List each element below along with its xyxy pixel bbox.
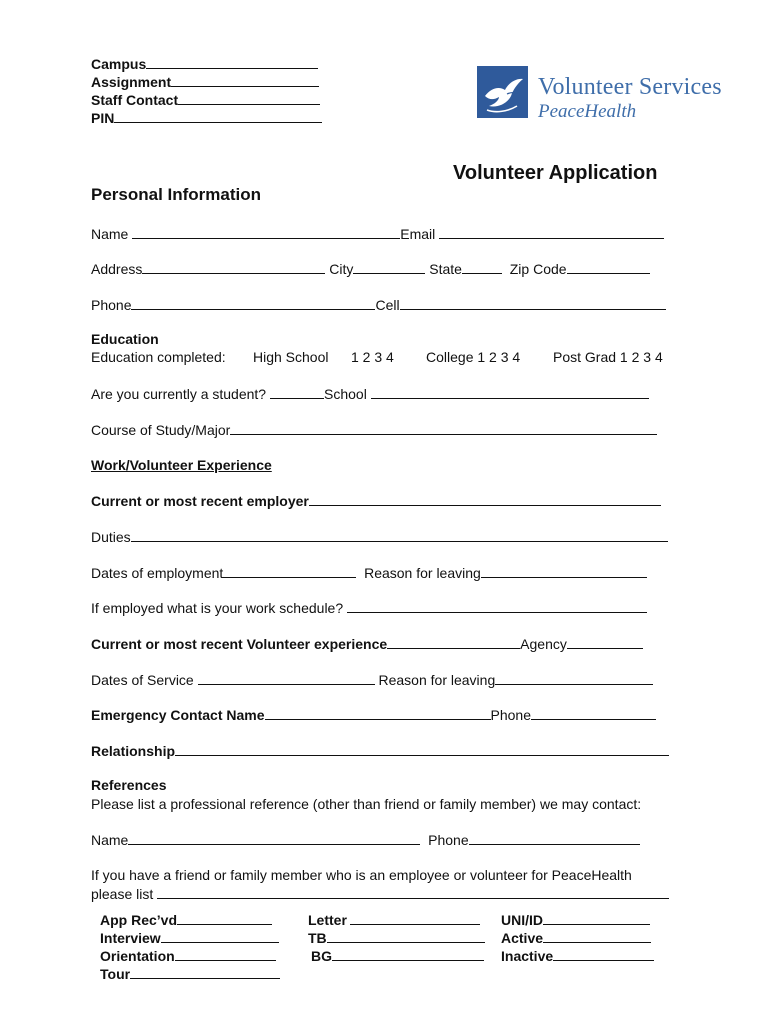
uni-id-label: UNI/ID (501, 912, 543, 928)
education-completed-row (91, 349, 226, 366)
reason-leaving-volunteer-label: Reason for leaving (378, 672, 496, 688)
course-row (91, 421, 657, 439)
tb-line[interactable] (327, 929, 485, 943)
tour-field[interactable] (100, 965, 280, 983)
app-recvd-label: App Rec’vd (100, 912, 178, 928)
email-line[interactable] (439, 225, 664, 239)
relationship-row (91, 742, 669, 760)
student-question: Are you currently a student? (91, 386, 267, 402)
office-col-2 (308, 911, 485, 965)
schedule-row (91, 599, 647, 617)
bg-field[interactable] (308, 947, 485, 965)
relationship-label: Relationship (91, 743, 176, 759)
office-col-3 (501, 911, 654, 965)
schedule-line[interactable] (347, 599, 647, 613)
interview-line[interactable] (161, 929, 279, 943)
duties-row (91, 528, 668, 546)
employer-row (91, 492, 661, 510)
state-line[interactable] (462, 260, 502, 274)
work-experience-heading: Work/Volunteer Experience (91, 457, 272, 473)
dates-service-row (91, 671, 653, 689)
letter-field[interactable] (308, 911, 485, 929)
campus-field[interactable] (91, 55, 318, 73)
emergency-contact-label: Emergency Contact Name (91, 707, 265, 723)
office-col-1 (100, 911, 280, 983)
school-label: School (324, 386, 367, 402)
reference-name-line[interactable] (128, 831, 420, 845)
pin-field[interactable] (91, 109, 322, 127)
address-line[interactable] (142, 260, 325, 274)
letter-label: Letter (308, 912, 347, 928)
orientation-field[interactable] (100, 947, 280, 965)
student-row (91, 385, 649, 403)
friend-text: If you have a friend or family member who is an employee or volunteer for PeaceHealth (91, 867, 632, 883)
references-instructions: Please list a professional reference (other than friend or family member) we may contact: (91, 796, 642, 812)
dates-service-line[interactable] (198, 671, 375, 685)
active-label: Active (501, 930, 544, 946)
tb-label: TB (308, 930, 327, 946)
reason-leaving-line[interactable] (481, 564, 647, 578)
duties-line[interactable] (131, 528, 668, 542)
volunteer-row (91, 635, 643, 653)
name-email-row (91, 225, 664, 243)
please-list-row (91, 885, 669, 903)
assignment-field[interactable] (91, 73, 319, 91)
student-line[interactable] (270, 385, 324, 399)
reason-leaving-volunteer-line[interactable] (495, 671, 653, 685)
name-label: Name (91, 226, 129, 242)
duties-label: Duties (91, 529, 131, 545)
cell-line[interactable] (400, 296, 666, 310)
orientation-label: Orientation (100, 948, 175, 964)
assignment-line[interactable] (171, 73, 319, 87)
pin-line[interactable] (114, 109, 322, 123)
email-label: Email (400, 226, 436, 242)
campus-line[interactable] (146, 55, 318, 69)
interview-label: Interview (100, 930, 161, 946)
college-option[interactable]: College 1 2 3 4 (426, 349, 521, 365)
tb-field[interactable] (308, 929, 485, 947)
app-recvd-line[interactable] (177, 911, 272, 925)
dates-employment-row (91, 564, 647, 582)
employer-line[interactable] (309, 492, 661, 506)
post-grad-option[interactable]: Post Grad 1 2 3 4 (553, 349, 663, 365)
bg-label: BG (311, 948, 332, 964)
agency-label: Agency (520, 636, 567, 652)
course-line[interactable] (230, 421, 657, 435)
references-heading: References (91, 777, 167, 793)
logo-subtitle: PeaceHealth (538, 101, 637, 122)
uni-id-line[interactable] (543, 911, 650, 925)
bg-line[interactable] (332, 947, 484, 961)
reference-phone-label: Phone (428, 832, 469, 848)
name-line[interactable] (132, 225, 400, 239)
personal-info-heading: Personal Information (91, 185, 262, 204)
emergency-contact-line[interactable] (265, 706, 491, 720)
uni-id-field[interactable] (501, 911, 654, 929)
inactive-line[interactable] (553, 947, 654, 961)
volunteer-experience-line[interactable] (387, 635, 520, 649)
tour-label: Tour (100, 966, 131, 982)
education-completed-label: Education completed: (91, 349, 226, 365)
dates-employment-label: Dates of employment (91, 565, 224, 581)
high-school-years[interactable]: 1 2 3 4 (351, 349, 394, 365)
staff-contact-field[interactable] (91, 91, 320, 109)
please-list-line[interactable] (157, 885, 669, 899)
staff-contact-line[interactable] (178, 91, 320, 105)
education-heading: Education (91, 331, 159, 347)
please-list-label: please list (91, 886, 154, 902)
phone-label: Phone (91, 297, 132, 313)
high-school-option[interactable]: High School (253, 349, 329, 365)
inactive-label: Inactive (501, 948, 554, 964)
interview-field[interactable] (100, 929, 280, 947)
school-line[interactable] (371, 385, 649, 399)
cell-label: Cell (375, 297, 400, 313)
address-label: Address (91, 261, 143, 277)
reference-phone-line[interactable] (469, 831, 640, 845)
phone-line[interactable] (131, 296, 375, 310)
reason-leaving-label: Reason for leaving (364, 565, 481, 581)
app-recvd-field[interactable] (100, 911, 280, 929)
emergency-row (91, 706, 656, 724)
emergency-phone-line[interactable] (531, 706, 656, 720)
agency-line[interactable] (567, 635, 643, 649)
inactive-field[interactable] (501, 947, 654, 965)
assignment-label: Assignment (91, 74, 172, 90)
campus-label: Campus (91, 56, 147, 72)
relationship-line[interactable] (175, 742, 669, 756)
active-line[interactable] (543, 929, 651, 943)
volunteer-experience-label: Current or most recent Volunteer experience (91, 636, 388, 652)
emergency-phone-label: Phone (490, 707, 531, 723)
reference-name-label: Name (91, 832, 129, 848)
dates-service-label: Dates of Service (91, 672, 194, 688)
zip-line[interactable] (567, 260, 650, 274)
page-title: Volunteer Application (453, 162, 658, 184)
staff-contact-label: Staff Contact (91, 92, 179, 108)
logo-title: Volunteer Services (538, 74, 722, 100)
phone-row (91, 296, 666, 314)
orientation-line[interactable] (175, 947, 276, 961)
address-row (91, 260, 650, 278)
tour-line[interactable] (130, 965, 280, 979)
reference-row (91, 831, 640, 849)
employer-label: Current or most recent employer (91, 493, 309, 509)
dove-logo-icon (477, 66, 528, 118)
state-label: State (429, 261, 462, 277)
schedule-label: If employed what is your work schedule? (91, 600, 344, 616)
letter-line[interactable] (350, 911, 480, 925)
zip-label: Zip Code (509, 261, 567, 277)
pin-label: PIN (91, 110, 115, 126)
city-label: City (329, 261, 354, 277)
dates-employment-line[interactable] (223, 564, 356, 578)
active-field[interactable] (501, 929, 654, 947)
course-label: Course of Study/Major (91, 422, 231, 438)
city-line[interactable] (353, 260, 425, 274)
